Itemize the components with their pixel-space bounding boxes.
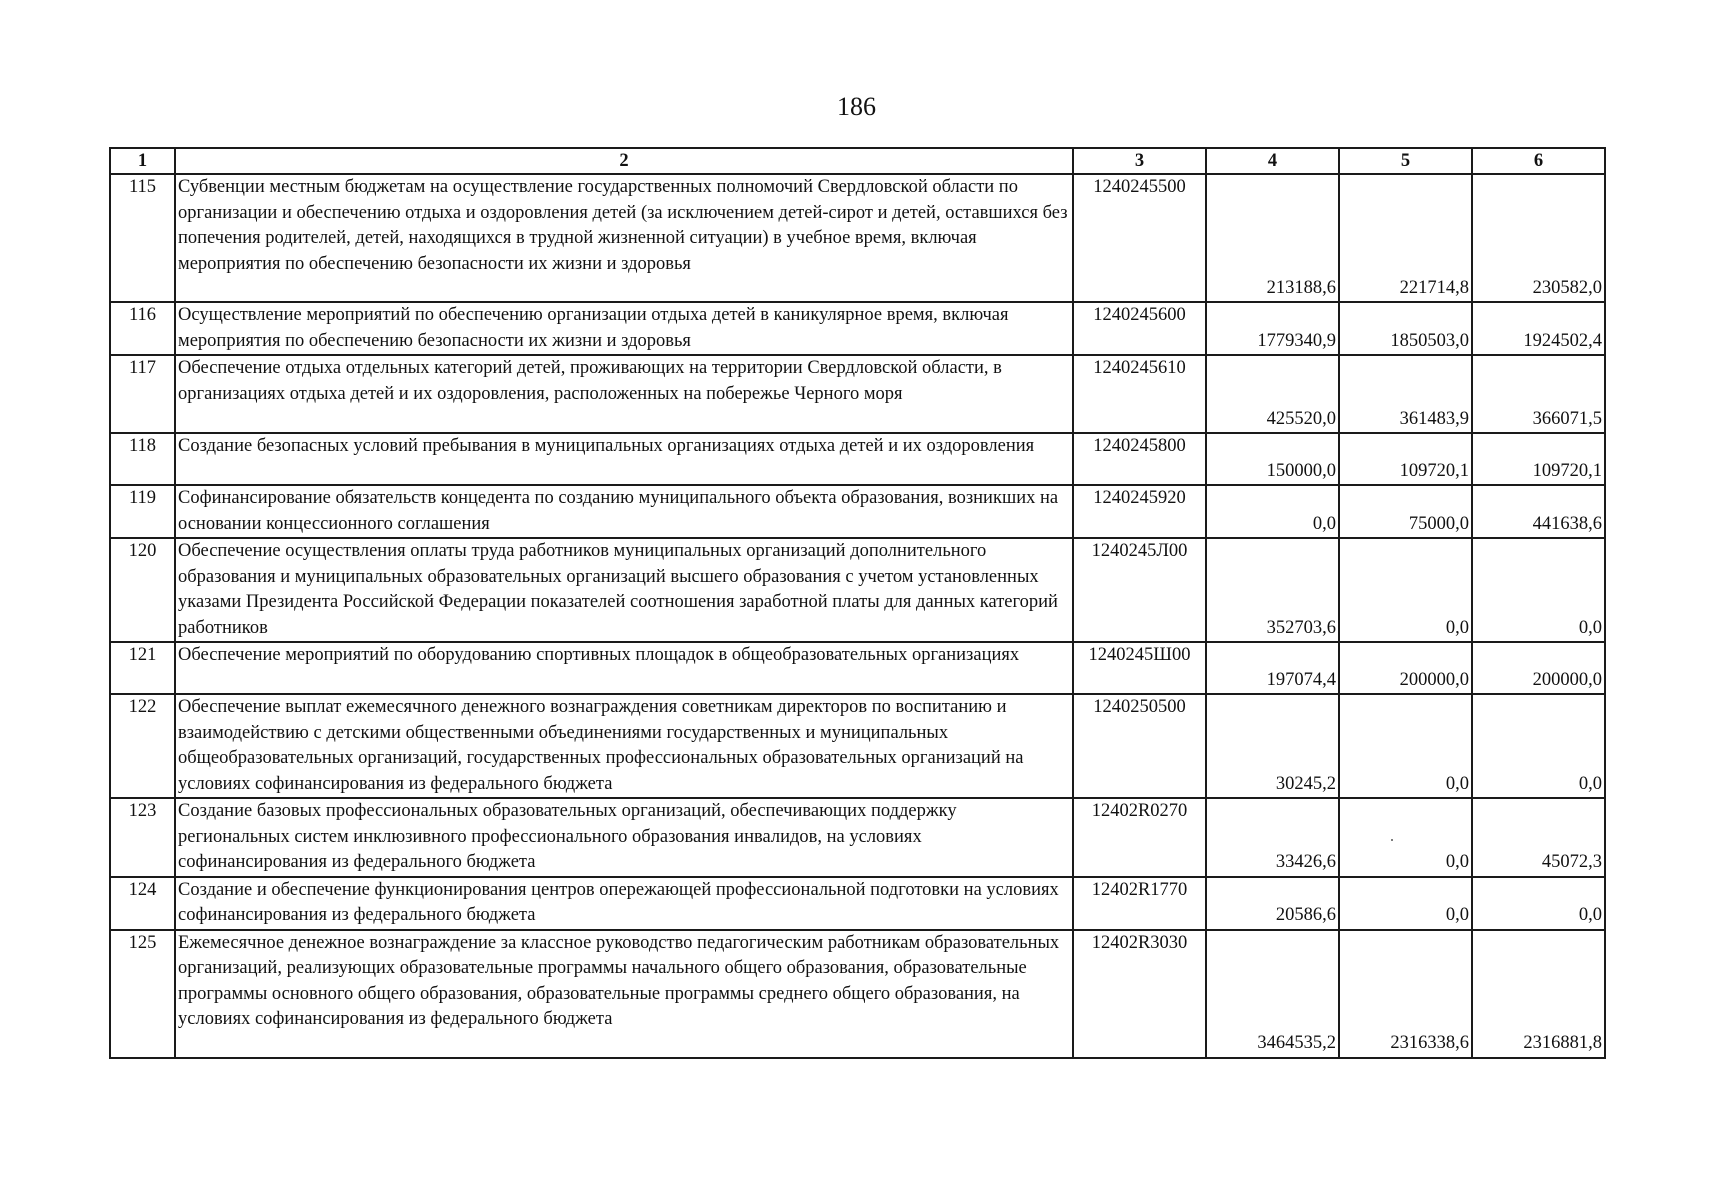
column-header-4: 4 — [1206, 148, 1339, 174]
row-value-col4: 197074,4 — [1206, 642, 1339, 694]
row-value-col5: 0,0 — [1339, 538, 1472, 642]
row-description: Обеспечение мероприятий по оборудованию спортивных площадок в общеобразовательных организациях — [175, 642, 1073, 694]
row-number: 125 — [110, 930, 175, 1058]
column-header-2: 2 — [175, 148, 1073, 174]
table-row — [110, 538, 1605, 642]
row-value-col5: 1850503,0 — [1339, 302, 1472, 355]
row-value-col4: 0,0 — [1206, 485, 1339, 538]
column-header-5: 5 — [1339, 148, 1472, 174]
budget-table — [109, 147, 1606, 1059]
row-code: 1240245500 — [1073, 174, 1206, 302]
row-number: 123 — [110, 798, 175, 877]
row-value-col6: 230582,0 — [1472, 174, 1605, 302]
row-code: 12402R0270 — [1073, 798, 1206, 877]
table-row — [110, 798, 1605, 877]
row-value-col4: 3464535,2 — [1206, 930, 1339, 1058]
row-value-col5: 75000,0 — [1339, 485, 1472, 538]
row-code: 1240245600 — [1073, 302, 1206, 355]
row-value-col4: 213188,6 — [1206, 174, 1339, 302]
row-code: 12402R1770 — [1073, 877, 1206, 930]
row-description: Софинансирование обязательств концедента по созданию муниципального объекта образования, возникших на основании концессионного соглашения — [175, 485, 1073, 538]
row-description: Субвенции местным бюджетам на осуществление государственных полномочий Свердловской области по организации и обеспечению отдыха и оздоровления детей (за исключением детей-сирот и детей, оставшихся без попечения родителей, детей, находящихся в трудной жизненной ситуации) в учебное время, включая мероприятия по обеспечению безопасности их жизни и здоровья — [175, 174, 1073, 302]
table-row — [110, 930, 1605, 1058]
row-code: 1240245Л00 — [1073, 538, 1206, 642]
row-value-col6: 441638,6 — [1472, 485, 1605, 538]
row-description: Осуществление мероприятий по обеспечению организации отдыха детей в каникулярное время, включая мероприятия по обеспечению безопасности их жизни и здоровья — [175, 302, 1073, 355]
row-value-col5: 221714,8 — [1339, 174, 1472, 302]
row-value-col4: 30245,2 — [1206, 694, 1339, 798]
row-value-col6: 366071,5 — [1472, 355, 1605, 433]
row-number: 124 — [110, 877, 175, 930]
row-number: 120 — [110, 538, 175, 642]
row-description: Обеспечение осуществления оплаты труда работников муниципальных организаций дополнительного образования и муниципальных образовательных организаций высшего образования с учетом установленных указами Президента Российской Федерации показателей соотношения заработной платы для данных категорий работников — [175, 538, 1073, 642]
column-header-1: 1 — [110, 148, 175, 174]
row-description: Ежемесячное денежное вознаграждение за классное руководство педагогическим работникам образовательных организаций, реализующих образовательные программы начального общего образования, образовательные программы основного общего образования, образовательные программы среднего общего образования, на условиях софинансирования из федерального бюджета — [175, 930, 1073, 1058]
row-value-col6: 0,0 — [1472, 694, 1605, 798]
row-value-col5: 0,0 — [1339, 798, 1472, 877]
row-number: 116 — [110, 302, 175, 355]
row-number: 117 — [110, 355, 175, 433]
row-number: 121 — [110, 642, 175, 694]
row-value-col6: 0,0 — [1472, 538, 1605, 642]
row-code: 1240245610 — [1073, 355, 1206, 433]
row-code: 1240245800 — [1073, 433, 1206, 485]
row-description: Создание и обеспечение функционирования центров опережающей профессиональной подготовки на условиях софинансирования из федерального бюджета — [175, 877, 1073, 930]
row-number: 119 — [110, 485, 175, 538]
row-value-col6: 200000,0 — [1472, 642, 1605, 694]
table-row — [110, 174, 1605, 302]
row-value-col6: 109720,1 — [1472, 433, 1605, 485]
table-row — [110, 877, 1605, 930]
row-description: Создание безопасных условий пребывания в муниципальных организациях отдыха детей и их оздоровления — [175, 433, 1073, 485]
row-code: 1240245Ш00 — [1073, 642, 1206, 694]
row-number: 118 — [110, 433, 175, 485]
row-value-col5: 2316338,6 — [1339, 930, 1472, 1058]
row-value-col6: 1924502,4 — [1472, 302, 1605, 355]
column-header-6: 6 — [1472, 148, 1605, 174]
row-value-col4: 33426,6 — [1206, 798, 1339, 877]
row-value-col5: 0,0 — [1339, 694, 1472, 798]
column-header-3: 3 — [1073, 148, 1206, 174]
table-row — [110, 485, 1605, 538]
scan-speck — [1391, 839, 1393, 841]
row-value-col6: 0,0 — [1472, 877, 1605, 930]
row-value-col4: 20586,6 — [1206, 877, 1339, 930]
row-value-col4: 1779340,9 — [1206, 302, 1339, 355]
row-value-col5: 109720,1 — [1339, 433, 1472, 485]
row-description: Обеспечение выплат ежемесячного денежного вознаграждения советникам директоров по воспитанию и взаимодействию с детскими общественными объединениями государственных и муниципальных общеобразовательных организаций, государственных профессиональных образовательных организаций на условиях софинансирования из федерального бюджета — [175, 694, 1073, 798]
table-row — [110, 694, 1605, 798]
table-row — [110, 433, 1605, 485]
table-row — [110, 355, 1605, 433]
table-row — [110, 642, 1605, 694]
page-number: 186 — [837, 92, 876, 121]
row-number: 122 — [110, 694, 175, 798]
table-header-row — [110, 148, 1605, 174]
row-value-col5: 361483,9 — [1339, 355, 1472, 433]
row-code: 1240250500 — [1073, 694, 1206, 798]
row-value-col6: 2316881,8 — [1472, 930, 1605, 1058]
row-value-col6: 45072,3 — [1472, 798, 1605, 877]
row-value-col4: 352703,6 — [1206, 538, 1339, 642]
row-description: Обеспечение отдыха отдельных категорий детей, проживающих на территории Свердловской области, в организациях отдыха детей и их оздоровления, расположенных на побережье Черного моря — [175, 355, 1073, 433]
row-value-col4: 150000,0 — [1206, 433, 1339, 485]
row-number: 115 — [110, 174, 175, 302]
row-code: 12402R3030 — [1073, 930, 1206, 1058]
table-row — [110, 302, 1605, 355]
row-value-col5: 200000,0 — [1339, 642, 1472, 694]
row-code: 1240245920 — [1073, 485, 1206, 538]
row-value-col4: 425520,0 — [1206, 355, 1339, 433]
row-description: Создание базовых профессиональных образовательных организаций, обеспечивающих поддержку региональных систем инклюзивного профессионального образования инвалидов, на условиях софинансирования из федерального бюджета — [175, 798, 1073, 877]
row-value-col5: 0,0 — [1339, 877, 1472, 930]
